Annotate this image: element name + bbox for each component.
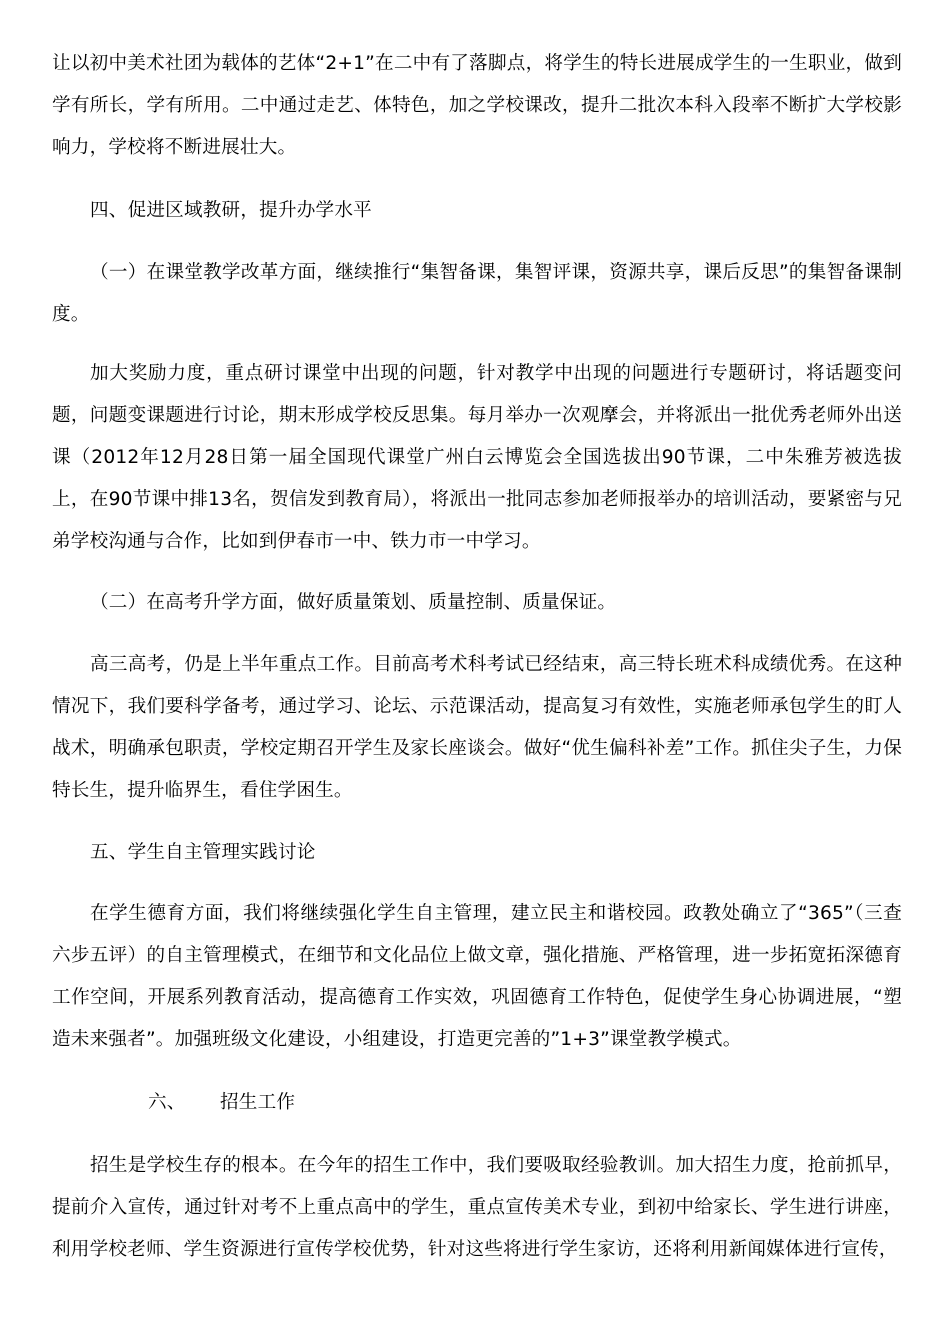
subsection-heading-classroom-reform: （一）在课堂教学改革方面，继续推行“集智备课，集智评课，资源共享，课后反思”的集智备课制度。 (52, 262, 902, 325)
section-number: 六、 (148, 1092, 186, 1113)
subsection-heading-exam-quality: （二）在高考升学方面，做好质量策划、质量控制、质量保证。 (90, 592, 617, 613)
section-heading-six (148, 1082, 295, 1124)
paragraph-senior-exam: 高三高考，仍是上半年重点工作。目前高考术科考试已经结束，高三特长班术科成绩优秀。在这种情况下，我们要科学备考，通过学习、论坛、示范课活动，提高复习有效性，实施老师承包学生的盯人战术，明确承包职责，学校定期召开学生及家长座谈会。做好“优生偏科补差”工作。抓住尖子生，力保特长生，提升临界生，看住学困生。 (52, 654, 902, 801)
paragraph-art-sports: 让以初中美术社团为载体的艺体“2+1”在二中有了落脚点，将学生的特长进展成学生的一生职业，做到学有所长，学有所用。二中通过走艺、体特色，加之学校课改，提升二批次本科入段率不断扩大学校影响力，学校将不断进展壮大。 (52, 53, 902, 158)
section-heading-five: 五、学生自主管理实践讨论 (90, 842, 316, 863)
paragraph-rewards-research: 加大奖励力度，重点研讨课堂中出现的问题，针对教学中出现的问题进行专题研讨，将话题变问题，问题变课题进行讨论，期末形成学校反思集。每月举办一次观摩会，并将派出一批优秀老师外出送课（2012年12月28日第一届全国现代课堂广州白云博览会全国选拔出90节课，二中朱雅芳被选拔上，在90节课中排13名，贺信发到教育局），将派出一批同志参加老师报举办的培训活动，要紧密与兄弟学校沟通与合作，比如到伊春市一中、铁力市一中学习。 (52, 363, 902, 552)
section-title: 招生工作 (220, 1092, 296, 1113)
section-heading-four: 四、促进区域教研，提升办学水平 (90, 200, 372, 221)
paragraph-enrollment: 招生是学校生存的根本。在今年的招生工作中，我们要吸取经验教训。加大招生力度，抢前抓早，提前介入宣传，通过针对考不上重点高中的学生，重点宣传美术专业，到初中给家长、学生进行讲座，利用学校老师、学生资源进行宣传学校优势，针对这些将进行学生家访，还将利用新闻媒体进行宣传， (52, 1155, 902, 1260)
paragraph-moral-education: 在学生德育方面，我们将继续强化学生自主管理，建立民主和谐校园。政教处确立了“365”（三查六步五评）的自主管理模式，在细节和文化品位上做文章，强化措施、严格管理，进一步拓宽拓深德育工作空间，开展系列教育活动，提高德育工作实效，巩固德育工作特色，促使学生身心协调进展，“塑造未来强者”。加强班级文化建设，小组建设，打造更完善的”1+3”课堂教学模式。 (52, 903, 902, 1050)
